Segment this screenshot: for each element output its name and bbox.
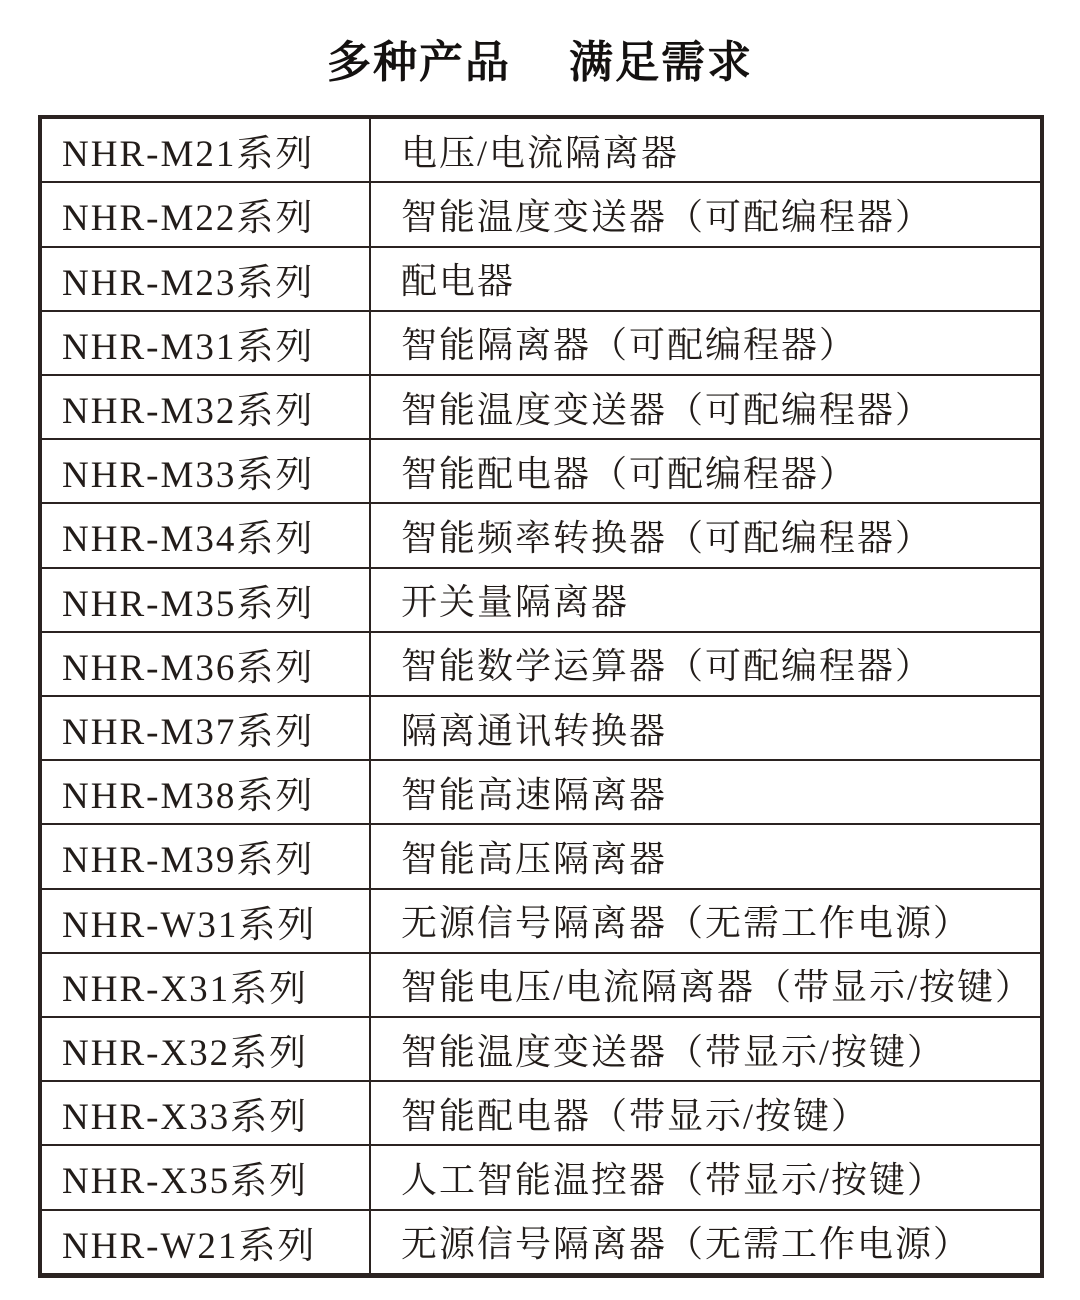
- table-row: [40, 117, 1042, 182]
- table-row: [40, 375, 1042, 439]
- table-row: [40, 503, 1042, 567]
- series-cell: NHR-M37系列: [40, 696, 370, 760]
- table-row: [40, 824, 1042, 888]
- series-cell: NHR-M21系列: [40, 117, 370, 182]
- series-cell: NHR-W31系列: [40, 889, 370, 953]
- table-row: [40, 632, 1042, 696]
- description-cell: 智能温度变送器（可配编程器）: [370, 375, 1042, 439]
- description-cell: 智能频率转换器（可配编程器）: [370, 503, 1042, 567]
- description-cell: 智能数学运算器（可配编程器）: [370, 632, 1042, 696]
- series-cell: NHR-M38系列: [40, 760, 370, 824]
- description-cell: 智能高速隔离器: [370, 760, 1042, 824]
- table-row: [40, 953, 1042, 1017]
- table-row: [40, 311, 1042, 375]
- table-row: [40, 889, 1042, 953]
- series-cell: NHR-X32系列: [40, 1017, 370, 1081]
- description-cell: 开关量隔离器: [370, 568, 1042, 632]
- series-cell: NHR-M31系列: [40, 311, 370, 375]
- description-cell: 人工智能温控器（带显示/按键）: [370, 1145, 1042, 1209]
- description-cell: 智能高压隔离器: [370, 824, 1042, 888]
- series-cell: NHR-M36系列: [40, 632, 370, 696]
- table-row: [40, 1145, 1042, 1209]
- series-cell: NHR-M22系列: [40, 182, 370, 246]
- description-cell: 无源信号隔离器（无需工作电源）: [370, 1210, 1042, 1276]
- description-cell: 电压/电流隔离器: [370, 117, 1042, 182]
- table-row: [40, 1017, 1042, 1081]
- page-title: [0, 26, 1080, 90]
- series-cell: NHR-M35系列: [40, 568, 370, 632]
- table-row: [40, 182, 1042, 246]
- series-cell: NHR-M23系列: [40, 247, 370, 311]
- series-cell: NHR-W21系列: [40, 1210, 370, 1276]
- page-title-part2: 满足需求: [569, 38, 753, 87]
- table-row: [40, 696, 1042, 760]
- table-row: [40, 1210, 1042, 1276]
- description-cell: 隔离通讯转换器: [370, 696, 1042, 760]
- table-row: [40, 1081, 1042, 1145]
- series-cell: NHR-M32系列: [40, 375, 370, 439]
- description-cell: 智能配电器（可配编程器）: [370, 439, 1042, 503]
- series-cell: NHR-X35系列: [40, 1145, 370, 1209]
- table-row: [40, 568, 1042, 632]
- page-title-part1: 多种产品: [327, 38, 511, 87]
- description-cell: 配电器: [370, 247, 1042, 311]
- description-cell: 智能温度变送器（带显示/按键）: [370, 1017, 1042, 1081]
- description-cell: 智能配电器（带显示/按键）: [370, 1081, 1042, 1145]
- table-row: [40, 247, 1042, 311]
- table-row: [40, 760, 1042, 824]
- description-cell: 智能电压/电流隔离器（带显示/按键）: [370, 953, 1042, 1017]
- series-cell: NHR-M33系列: [40, 439, 370, 503]
- series-cell: NHR-M39系列: [40, 824, 370, 888]
- series-cell: NHR-M34系列: [40, 503, 370, 567]
- table-row: [40, 439, 1042, 503]
- series-cell: NHR-X33系列: [40, 1081, 370, 1145]
- product-series-table: [38, 115, 1044, 1278]
- product-series-table-body: [40, 117, 1042, 1276]
- description-cell: 无源信号隔离器（无需工作电源）: [370, 889, 1042, 953]
- description-cell: 智能隔离器（可配编程器）: [370, 311, 1042, 375]
- series-cell: NHR-X31系列: [40, 953, 370, 1017]
- description-cell: 智能温度变送器（可配编程器）: [370, 182, 1042, 246]
